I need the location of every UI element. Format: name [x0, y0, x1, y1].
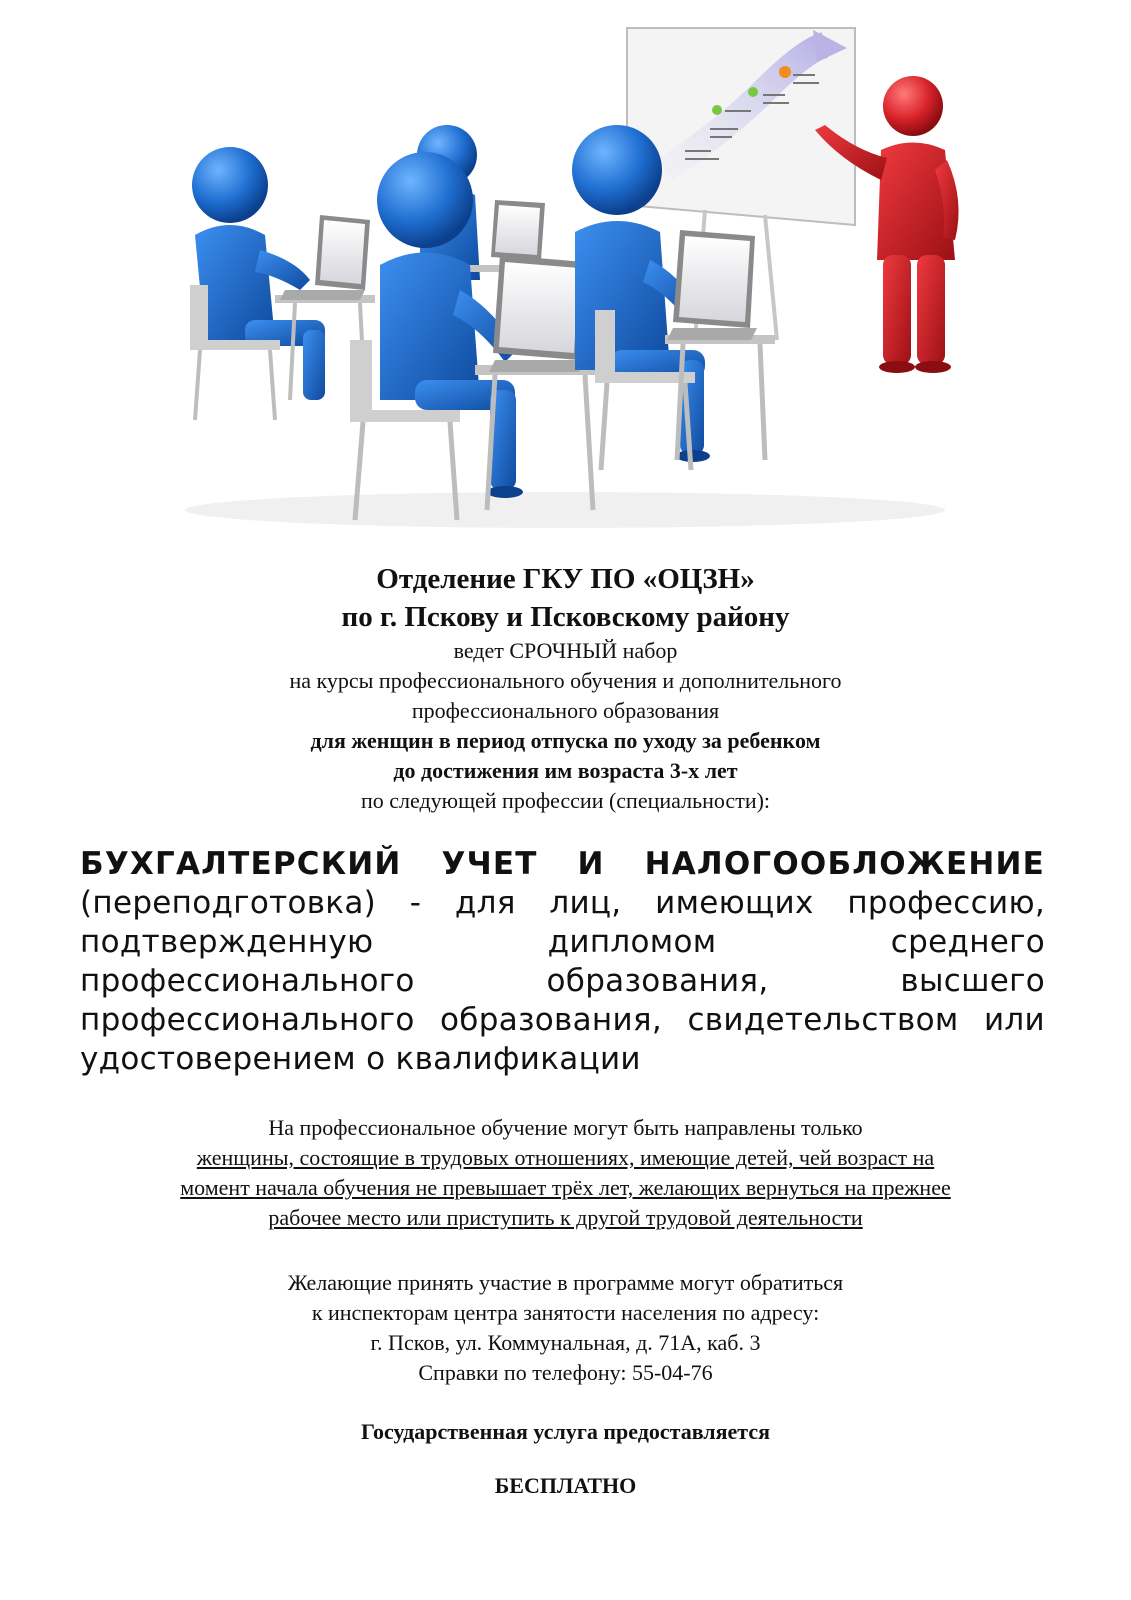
notice-line2: женщины, состоящие в трудовых отношениях, имеющие детей, чей возраст на	[196, 1145, 935, 1170]
recruitment-line: ведет СРОЧНЫЙ набор	[453, 638, 678, 663]
contact-phone: Справки по телефону: 55-04-76	[418, 1360, 713, 1385]
notice-line3: момент начала обучения не превышает трёх лет, желающих вернуться на прежнее	[180, 1175, 951, 1200]
notice-line4: рабочее место или приступить к другой трудовой деятельности	[268, 1205, 863, 1230]
free-statement: БЕСПЛАТНО	[494, 1473, 637, 1498]
profession-description: (переподготовка) - для лиц, имеющих профессию, подтвержденную дипломом среднего профессионального образования, высшего профессионального образования, свидетельством или удостоверением о квалификации	[80, 885, 1045, 1077]
org-name-line1: Отделение ГКУ ПО «ОЦЗН»	[376, 563, 755, 595]
profession-title: БУХГАЛТЕРСКИЙ УЧЕТ И НАЛОГООБЛОЖЕНИЕ	[80, 846, 1045, 882]
profession-intro-line: по следующей профессии (специальности):	[360, 788, 771, 813]
contact-line1: Желающие принять участие в программе могут обратиться	[287, 1270, 844, 1295]
audience-line2: до достижения им возраста 3-х лет	[393, 758, 738, 783]
contact-info	[0, 1268, 1131, 1388]
education-line: профессионального образования	[411, 698, 720, 723]
eligibility-notice	[0, 1113, 1131, 1233]
header-block	[0, 560, 1131, 816]
student-figure-icon	[350, 152, 605, 520]
courses-line: на курсы профессионального обучения и дополнительного	[289, 668, 842, 693]
student-figure-icon	[190, 147, 375, 420]
contact-address: г. Псков, ул. Коммунальная, д. 71А, каб. 3	[370, 1330, 761, 1355]
training-class-illustration-icon	[165, 10, 965, 530]
profession-block	[80, 845, 1045, 1079]
notice-line1: На профессиональное обучение могут быть направлены только	[268, 1115, 863, 1140]
org-name-line2: по г. Пскову и Псковскому району	[341, 601, 790, 633]
service-statement: Государственная услуга предоставляется	[360, 1419, 771, 1444]
audience-line1: для женщин в период отпуска по уходу за ребенком	[310, 728, 821, 753]
contact-line2: к инспекторам центра занятости населения по адресу:	[311, 1300, 820, 1325]
